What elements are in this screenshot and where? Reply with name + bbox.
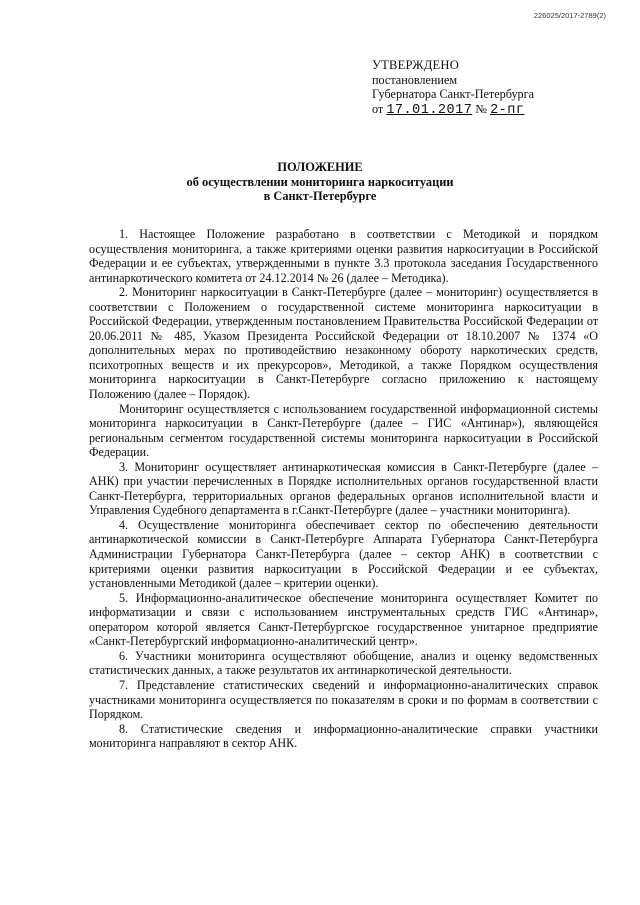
approval-line-1: постановлением xyxy=(372,72,458,87)
approval-date-line xyxy=(372,102,612,119)
date-prefix: от xyxy=(372,101,384,116)
number-prefix: № xyxy=(475,101,488,116)
paragraph-2: 2. Мониторинг наркоситуации в Санкт-Петербурге (далее – мониторинг) осуществляется в соответствии с Положением о государственной системе мониторинга наркоситуации в Российской Федерации, утвержденным постановлением Правительства Российской Федерации от 20.06.2011 № 485, Указом Президента Российской Федерации от 18.10.2007 № 1374 «О дополнительных мерах по противодействию незаконному обороту наркотических средств, психотропных веществ и их прекурсоров», Методикой, а также Порядком осуществления мониторинга наркоситуации в Санкт-Петербурге согласно приложению к настоящему Положению (далее – Порядок). xyxy=(89,285,598,402)
paragraph-6: 6. Участники мониторинга осуществляют обобщение, анализ и оценку ведомственных статистических данных, а также результатов их антинаркотической деятельности. xyxy=(89,648,598,678)
approval-stamp xyxy=(372,58,612,118)
paragraph-4: 4. Осуществление мониторинга обеспечивает сектор по обеспечению деятельности антинаркотической комиссии в Санкт-Петербурге Аппарата Губернатора Санкт-Петербурга Администрации Губернатора Санкт-Петербурга (далее – сектор АНК) в соответствии с критериями оценки развития наркоситуации в Российской Федерации и ее субъектах, установленными Методикой (далее – критерии оценки). xyxy=(89,517,598,591)
paragraph-8: 8. Статистические сведения и информационно-аналитические справки участники мониторинга направляют в сектор АНК. xyxy=(89,721,598,751)
approval-date: 17.01.2017 xyxy=(386,102,473,118)
paragraph-3: 3. Мониторинг осуществляет антинаркотическая комиссия в Санкт-Петербурге (далее – АНК) при участии перечисленных в Порядке исполнительных органов государственной власти Санкт-Петербурга, территориальных органов федеральных органов исполнительной власти и Управления Судебного департамента в г.Санкт-Петербурге (далее – участники мониторинга). xyxy=(89,459,598,518)
document-id: 226025/2017-2789(2) xyxy=(533,11,606,20)
title-line-1: ПОЛОЖЕНИЕ xyxy=(277,160,363,174)
document-body xyxy=(89,227,598,751)
title-line-2: об осуществлении мониторинга наркоситуации xyxy=(186,174,454,189)
approval-line-2: Губернатора Санкт-Петербурга xyxy=(372,87,535,102)
paragraph-7: 7. Представление статистических сведений и информационно-аналитических справок участниками мониторинга осуществляется по показателям в сроки и по формам в соответствии с Порядком. xyxy=(89,677,598,722)
paragraph-1: 1. Настоящее Положение разработано в соответствии с Методикой и порядком осуществления мониторинга, а также критериями оценки развития наркоситуации в Российской Федерации и ее субъектах, утвержденными в пункте 3.3 протокола заседания Государственного антинаркотического комитета от 24.12.2014 № 26 (далее – Методика). xyxy=(89,227,598,285)
document-title xyxy=(0,160,640,204)
approval-heading: УТВЕРЖДЕНО xyxy=(372,58,460,72)
title-line-3: в Санкт-Петербурге xyxy=(263,189,377,204)
paragraph-2-cont: Мониторинг осуществляется с использованием государственной информационной системы мониторинга наркоситуации в Санкт-Петербурге (далее – ГИС «Антинар»), являющейся региональным сегментом государственной системы мониторинга наркоситуации в Российской Федерации. xyxy=(89,401,598,460)
paragraph-5: 5. Информационно-аналитическое обеспечение мониторинга осуществляет Комитет по информатизации и связи с использованием инструментальных средств ГИС «Антинар», оператором которой является Санкт-Петербургское государственное унитарное предприятие «Санкт-Петербургский информационно-аналитический центр». xyxy=(89,590,598,649)
approval-number: 2-пг xyxy=(490,102,525,118)
